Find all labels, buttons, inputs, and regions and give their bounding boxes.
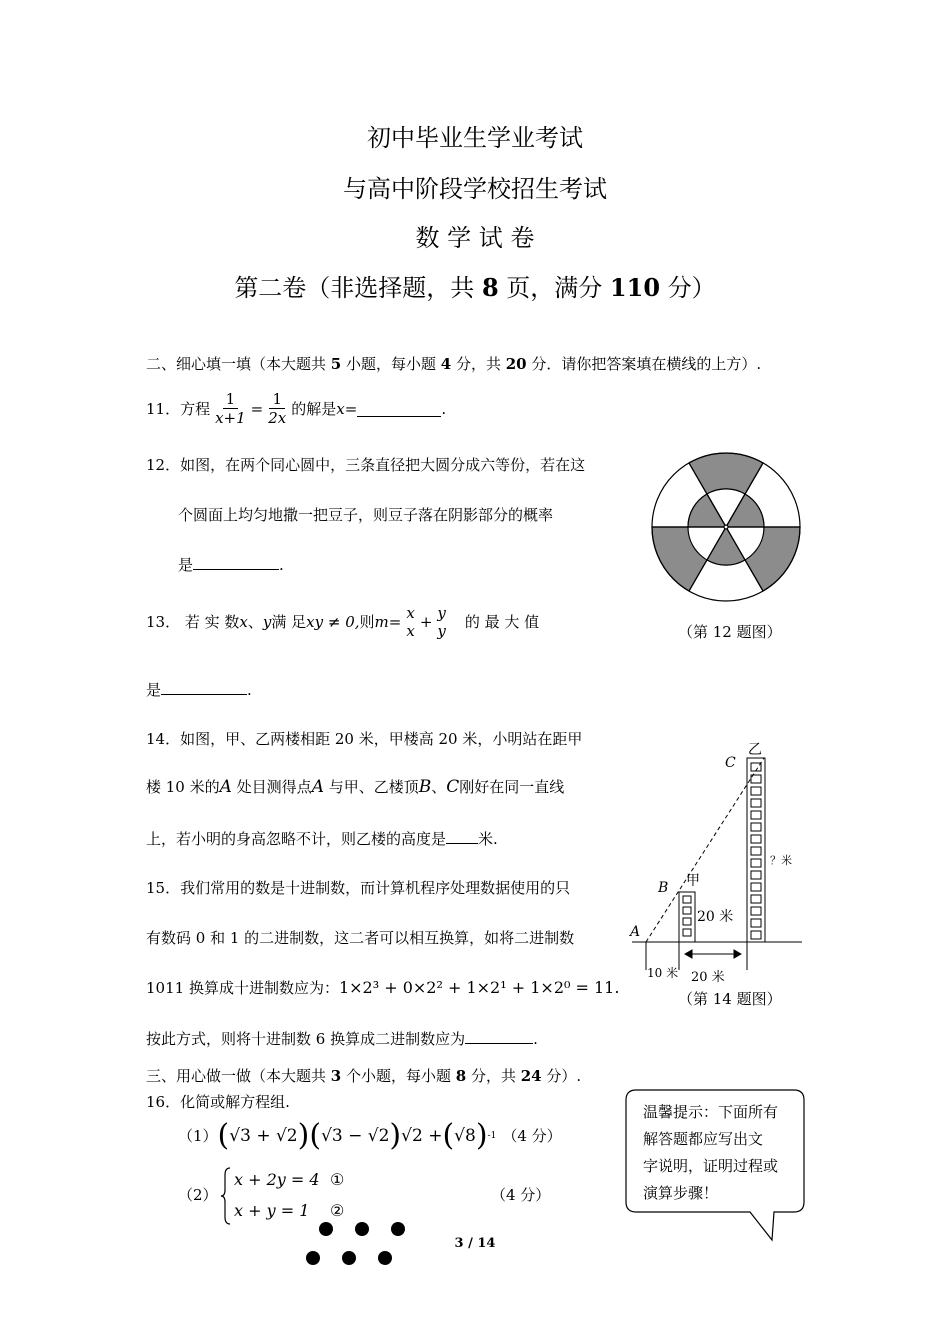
tip-line2: 解答题都应写出文 bbox=[643, 1130, 764, 1148]
q13-line2: 是 . bbox=[146, 681, 252, 699]
exam-title-line2: 与高中阶段学校招生考试 bbox=[343, 175, 607, 203]
question-11: 11．方程 $\frac{1}{x+1}$ = $\frac{1}{2x}$ 的解是 x = . bbox=[146, 390, 447, 427]
section3-heading: 三、用心做一做（本大题共 3 个小题，每小题 8 分，共 24 分）. bbox=[146, 1067, 582, 1085]
q14-figure-caption: （第 14 题图） bbox=[678, 990, 782, 1008]
q14-line3: 上，若小明的身高忽略不计，则乙楼的高度是 米. bbox=[146, 830, 498, 848]
q15-line2: 有数码 0 和 1 的二进制数，这二者可以相互换算，如将二进制数 bbox=[146, 929, 575, 947]
exam-title-line1: 初中毕业生学业考试 bbox=[367, 124, 583, 152]
q11-fraction-2: $\frac{1}{2x}$ bbox=[268, 390, 287, 427]
window bbox=[751, 859, 761, 867]
q16-title: 16．化简或解方程组. bbox=[146, 1093, 290, 1111]
window bbox=[683, 918, 691, 925]
answer-blank-q14 bbox=[446, 828, 478, 844]
q12-figure-caption: （第 12 题图） bbox=[678, 623, 782, 641]
window bbox=[751, 823, 761, 831]
window bbox=[751, 907, 761, 915]
label-point-A: A bbox=[630, 924, 641, 940]
window bbox=[751, 871, 761, 879]
q12-line1: 12．如图，在两个同心圆中，三条直径把大圆分成六等份，若在这 bbox=[146, 456, 586, 474]
building-yi bbox=[747, 758, 765, 942]
window bbox=[683, 896, 691, 903]
q13-fraction-x: x x bbox=[406, 604, 415, 640]
window bbox=[751, 811, 761, 819]
window bbox=[751, 835, 761, 843]
exam-part-title: 第二卷（非选择题，共 8 页，满分 110 分） bbox=[234, 273, 716, 302]
q12-line2: 个圆面上均匀地撒一把豆子，则豆子落在阴影部分的概率 bbox=[178, 506, 554, 524]
label-height-yi: ？米 bbox=[770, 854, 792, 867]
q15-line4: 按此方式，则将十进制数 6 换算成二进制数应为 . bbox=[146, 1030, 538, 1048]
label-point-C: C bbox=[725, 755, 736, 771]
q12-concentric-circles-figure bbox=[650, 452, 802, 602]
building-jia bbox=[679, 892, 695, 942]
label-distance-10: 10 米 bbox=[647, 966, 679, 980]
tip-line4: 演算步骤！ bbox=[643, 1184, 719, 1202]
answer-blank-q12 bbox=[193, 554, 279, 570]
window bbox=[751, 919, 761, 927]
window bbox=[751, 847, 761, 855]
answer-blank-q11 bbox=[357, 401, 441, 417]
tip-line3: 字说明，证明过程或 bbox=[643, 1157, 779, 1175]
window bbox=[751, 787, 761, 795]
window bbox=[751, 883, 761, 891]
page-number: 3 / 14 bbox=[454, 1236, 496, 1251]
section2-heading: 二、细心填一填（本大题共 5 小题，每小题 4 分，共 20 分．请你把答案填在横线的上方）. bbox=[146, 355, 762, 373]
q15-line1: 15．我们常用的数是十进制数，而计算机程序处理数据使用的只 bbox=[146, 879, 571, 897]
q15-line3: 1011 换算成十进制数应为：1×2³ + 0×2² + 1×2¹ + 1×2⁰ = 11. bbox=[146, 978, 620, 997]
window bbox=[683, 929, 691, 936]
window bbox=[751, 931, 761, 939]
label-yi: 乙 bbox=[748, 742, 762, 758]
equation-2-marker: ② bbox=[330, 1201, 345, 1220]
equation-2: x + y = 1 bbox=[234, 1201, 310, 1220]
building-jia-windows bbox=[683, 896, 691, 936]
exam-subject-title: 数 学 试 卷 bbox=[415, 224, 535, 252]
q14-line2: 楼 10 米的A 处目测得点A 与甲、乙楼顶B、C刚好在同一直线 bbox=[146, 777, 565, 797]
q12-line3: 是 . bbox=[178, 556, 284, 574]
window bbox=[683, 907, 691, 914]
label-point-B: B bbox=[658, 880, 669, 896]
window bbox=[751, 799, 761, 807]
tip-line1: 温馨提示：下面所有 bbox=[643, 1103, 779, 1121]
equation-1: x + 2y = 4 bbox=[234, 1170, 320, 1189]
q16-part1: （1） ( √3 + √2 ) ( √3 − √2 ) √2 + ( √8 ) -1 （4 分） bbox=[178, 1118, 562, 1153]
equation-1-marker: ① bbox=[330, 1170, 345, 1189]
q13-fraction-y: y y bbox=[437, 604, 446, 640]
answer-blank-q15 bbox=[465, 1028, 533, 1044]
q16-part2-score: （4 分） bbox=[491, 1186, 551, 1204]
label-distance-20: 20 米 bbox=[691, 970, 725, 985]
q14-line1: 14．如图，甲、乙两楼相距 20 米，甲楼高 20 米，小明站在距甲 bbox=[146, 730, 583, 748]
q11-fraction-1: $\frac{1}{x+1}$ bbox=[215, 390, 246, 427]
label-height-jia: 20 米 bbox=[697, 909, 734, 925]
window bbox=[751, 895, 761, 903]
equation-system-brace bbox=[220, 1167, 232, 1225]
question-13: 13． 若 实 数 x 、 y 满 足 xy ≠ 0, 则 m = x x + y y 的 最 大 值 bbox=[146, 604, 540, 640]
q16-part2-label: （2） bbox=[178, 1186, 218, 1204]
label-jia: 甲 bbox=[686, 873, 700, 889]
building-yi-windows bbox=[751, 763, 761, 939]
answer-blank-q13 bbox=[161, 679, 247, 695]
